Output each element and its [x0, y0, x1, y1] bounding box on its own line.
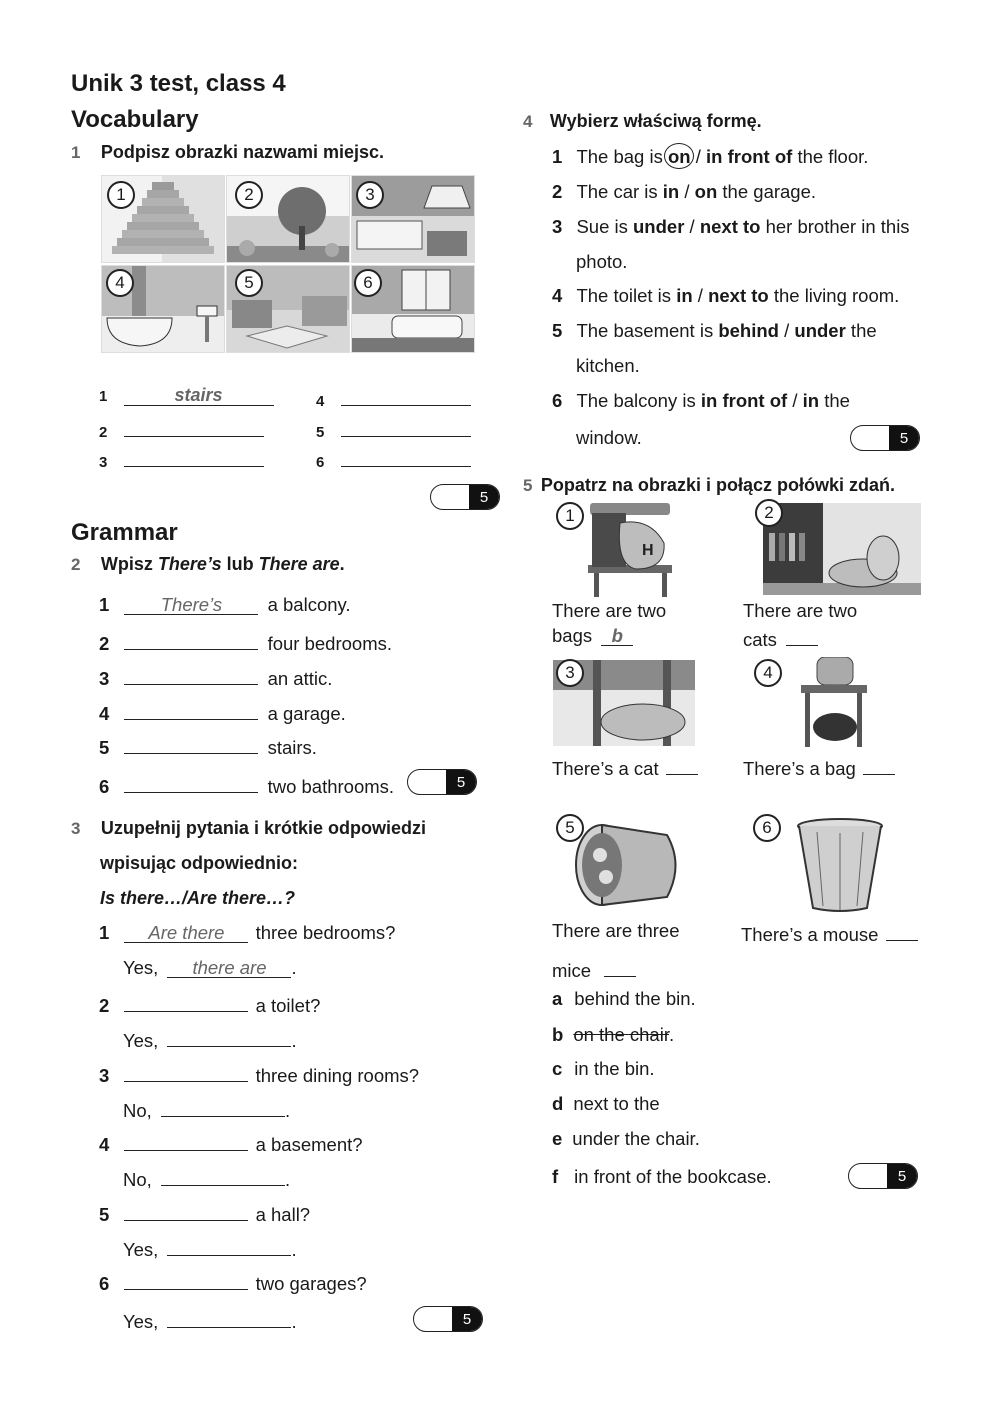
- ex3-question-field[interactable]: [124, 991, 248, 1012]
- ex5-instruction: 5 Popatrz na obrazki i połącz połówki zdań.: [523, 475, 895, 495]
- ex5-answer-field[interactable]: [666, 754, 698, 775]
- ex1-instruction-text: Podpisz obrazki nazwami miejsc.: [100, 142, 385, 162]
- ex4-item: 4 The toilet is in / next to the living room.: [552, 285, 900, 306]
- ex4-item: 6 The balcony is in front of / in the: [552, 390, 850, 411]
- ex4-number: 4: [523, 112, 533, 131]
- ex3-question-field[interactable]: Are there: [124, 922, 248, 943]
- picture-number-badge: 5: [235, 269, 263, 297]
- ex4-option-a[interactable]: in front of: [700, 390, 788, 411]
- ex3-reply-field[interactable]: [161, 1165, 285, 1186]
- ex2-item: 4 a garage.: [99, 699, 346, 725]
- ex2-answer-field[interactable]: [124, 664, 258, 685]
- ex1-item: 2: [99, 416, 264, 441]
- score-value: 5: [452, 1307, 482, 1331]
- ex2-instruction: 2 Wpisz There’s lub There are.: [71, 554, 345, 574]
- ex4-option-b[interactable]: in front of: [706, 146, 793, 167]
- ex2-item: 5 stairs.: [99, 733, 317, 759]
- ex3-reply-field[interactable]: [167, 1307, 291, 1328]
- ex1-answer-field[interactable]: [124, 446, 264, 467]
- ex4-option-b[interactable]: next to: [699, 216, 761, 237]
- ex3-question: 5 a hall?: [99, 1200, 310, 1226]
- ex1-instruction: [71, 142, 384, 163]
- ex3-reply: Yes, there are .: [123, 957, 297, 978]
- ex2-item: 1 There’s a balcony.: [99, 594, 351, 615]
- score-value: 5: [887, 1164, 917, 1188]
- ex5-caption: There’s a mouse: [741, 920, 918, 946]
- ex2-answer-field[interactable]: There’s: [124, 594, 258, 615]
- ex1-item: 4: [316, 385, 471, 410]
- ex3-reply: No, .: [123, 1096, 290, 1122]
- ex5-ending: a behind the bin.: [552, 988, 696, 1009]
- ex3-question: 2 a toilet?: [99, 991, 320, 1017]
- page-title: Unik 3 test, class 4: [71, 70, 286, 97]
- grammar-heading: Grammar: [71, 519, 178, 546]
- ex1-number: 1: [71, 143, 81, 162]
- ex2-answer-field[interactable]: [124, 772, 258, 793]
- ex5-answer-field[interactable]: [604, 956, 636, 977]
- ex1-item: 3: [99, 446, 264, 471]
- ex3-question-field[interactable]: [124, 1200, 248, 1221]
- ex1-answer-field[interactable]: stairs: [124, 385, 274, 406]
- ex4-option-a[interactable]: behind: [718, 320, 779, 341]
- ex3-reply: Yes, .: [123, 1235, 297, 1261]
- picture-number-badge: 6: [354, 269, 382, 297]
- ex5-caption: There are three: [552, 920, 680, 941]
- ex3-score-box: [413, 1306, 483, 1332]
- bag-under-chair-picture: [797, 657, 871, 747]
- picture-number-badge: 4: [106, 269, 134, 297]
- ex4-option-b[interactable]: under: [794, 320, 846, 341]
- ex4-item: 5 The basement is behind / under the: [552, 320, 877, 341]
- picture-number-badge: 4: [754, 659, 782, 687]
- score-value: 5: [469, 485, 499, 509]
- ex3-question: 1 Are there three bedrooms?: [99, 922, 396, 943]
- ex3-instruction-line3: Is there…/Are there…?: [100, 888, 296, 908]
- vocabulary-heading: Vocabulary: [71, 106, 199, 133]
- ex3-reply: Yes, .: [123, 1307, 297, 1333]
- ex3-reply-field[interactable]: [167, 1235, 291, 1256]
- ex4-option-b[interactable]: in: [802, 390, 820, 411]
- ex1-answer-field[interactable]: [341, 416, 471, 437]
- cats-by-bookcase-picture: [763, 503, 921, 595]
- score-value: 5: [446, 770, 476, 794]
- ex5-ending: d next to the: [552, 1093, 660, 1114]
- ex4-item-continued: photo.: [576, 251, 628, 272]
- ex3-reply-field[interactable]: [167, 1026, 291, 1047]
- ex3-instruction: 3 Uzupełnij pytania i krótkie odpowiedzi: [71, 818, 426, 838]
- picture-number-badge: 1: [556, 502, 584, 530]
- ex3-question-field[interactable]: [124, 1269, 248, 1290]
- bag-letter: H: [642, 542, 654, 559]
- ex5-caption: cats: [743, 625, 818, 651]
- picture-number-badge: 6: [753, 814, 781, 842]
- ex5-answer-field[interactable]: [863, 754, 895, 775]
- wastepaper-bin-picture: [797, 818, 883, 914]
- ex4-option-a[interactable]: on: [668, 146, 691, 167]
- ex4-item: 1 The bag is on / in front of the floor.: [552, 146, 868, 168]
- ex1-answer-field[interactable]: [124, 416, 264, 437]
- ex3-instruction-line2: wpisując odpowiednio:: [100, 853, 298, 873]
- ex5-ending: e under the chair.: [552, 1128, 700, 1149]
- ex1-answer-field[interactable]: [341, 385, 471, 406]
- ex2-score-box: [407, 769, 477, 795]
- ex2-answer-field[interactable]: [124, 733, 258, 754]
- ex5-number: 5: [523, 476, 533, 495]
- ex2-item: 6 two bathrooms.: [99, 772, 394, 798]
- ex3-reply: Yes, .: [123, 1026, 297, 1052]
- ex3-question-field[interactable]: [124, 1130, 248, 1151]
- ex1-item: 5: [316, 416, 471, 441]
- ex5-caption: There are two: [552, 600, 667, 621]
- ex4-item: 3 Sue is under / next to her brother in this: [552, 216, 910, 237]
- picture-number-badge: 3: [356, 181, 384, 209]
- ex5-caption: bags b: [552, 625, 633, 647]
- ex5-caption: There are two: [743, 600, 858, 621]
- ex2-answer-field[interactable]: [124, 699, 258, 720]
- picture-number-badge: 3: [556, 659, 584, 687]
- picture-number-badge: 5: [556, 814, 584, 842]
- ex3-reply-field[interactable]: [161, 1096, 285, 1117]
- ex5-answer-field[interactable]: b: [601, 625, 633, 646]
- ex2-item: 2 four bedrooms.: [99, 629, 392, 655]
- ex5-answer-field[interactable]: [886, 920, 918, 941]
- ex5-ending: c in the bin.: [552, 1058, 655, 1079]
- picture-number-badge: 2: [755, 499, 783, 527]
- ex2-number: 2: [71, 555, 81, 574]
- picture-number-badge: 2: [235, 181, 263, 209]
- ex1-answer-field[interactable]: [341, 446, 471, 467]
- ex4-option-a[interactable]: under: [633, 216, 685, 237]
- ex1-score-box: [430, 484, 500, 510]
- ex4-instruction: 4 Wybierz właściwą formę.: [523, 111, 762, 131]
- ex3-number: 3: [71, 819, 81, 838]
- picture-number-badge: 1: [107, 181, 135, 209]
- ex1-item: 6: [316, 446, 471, 471]
- ex2-item: 3 an attic.: [99, 664, 332, 690]
- ex3-reply-field[interactable]: there are: [167, 957, 291, 978]
- ex5-ending: f in front of the bookcase.: [552, 1166, 772, 1187]
- ex3-question: 3 three dining rooms?: [99, 1061, 419, 1087]
- ex4-option-a[interactable]: in: [676, 285, 693, 306]
- ex4-option-b[interactable]: next to: [708, 285, 769, 306]
- bags-on-chair-picture: [580, 503, 680, 597]
- score-value: 5: [889, 426, 919, 450]
- ex5-caption: There’s a cat: [552, 754, 698, 780]
- ex4-item-continued: kitchen.: [576, 355, 640, 376]
- ex5-ending: b on the chair.: [552, 1024, 675, 1045]
- mice-in-bin-picture: [572, 815, 687, 910]
- ex4-item: 2 The car is in / on the garage.: [552, 181, 817, 202]
- ex4-option-b[interactable]: on: [694, 181, 718, 202]
- ex5-answer-field[interactable]: [786, 625, 818, 646]
- ex3-question: 6 two garages?: [99, 1269, 367, 1295]
- ex2-answer-field[interactable]: [124, 629, 258, 650]
- ex5-caption: mice: [552, 956, 636, 982]
- ex3-reply: No, .: [123, 1165, 290, 1191]
- ex5-score-box: [848, 1163, 918, 1189]
- ex4-score-box: [850, 425, 920, 451]
- ex1-item: 1 stairs: [99, 385, 274, 406]
- ex4-item-continued: window.: [576, 427, 642, 448]
- ex3-question-field[interactable]: [124, 1061, 248, 1082]
- ex3-question: 4 a basement?: [99, 1130, 363, 1156]
- ex4-option-a[interactable]: in: [662, 181, 680, 202]
- ex5-caption: There’s a bag: [743, 754, 895, 780]
